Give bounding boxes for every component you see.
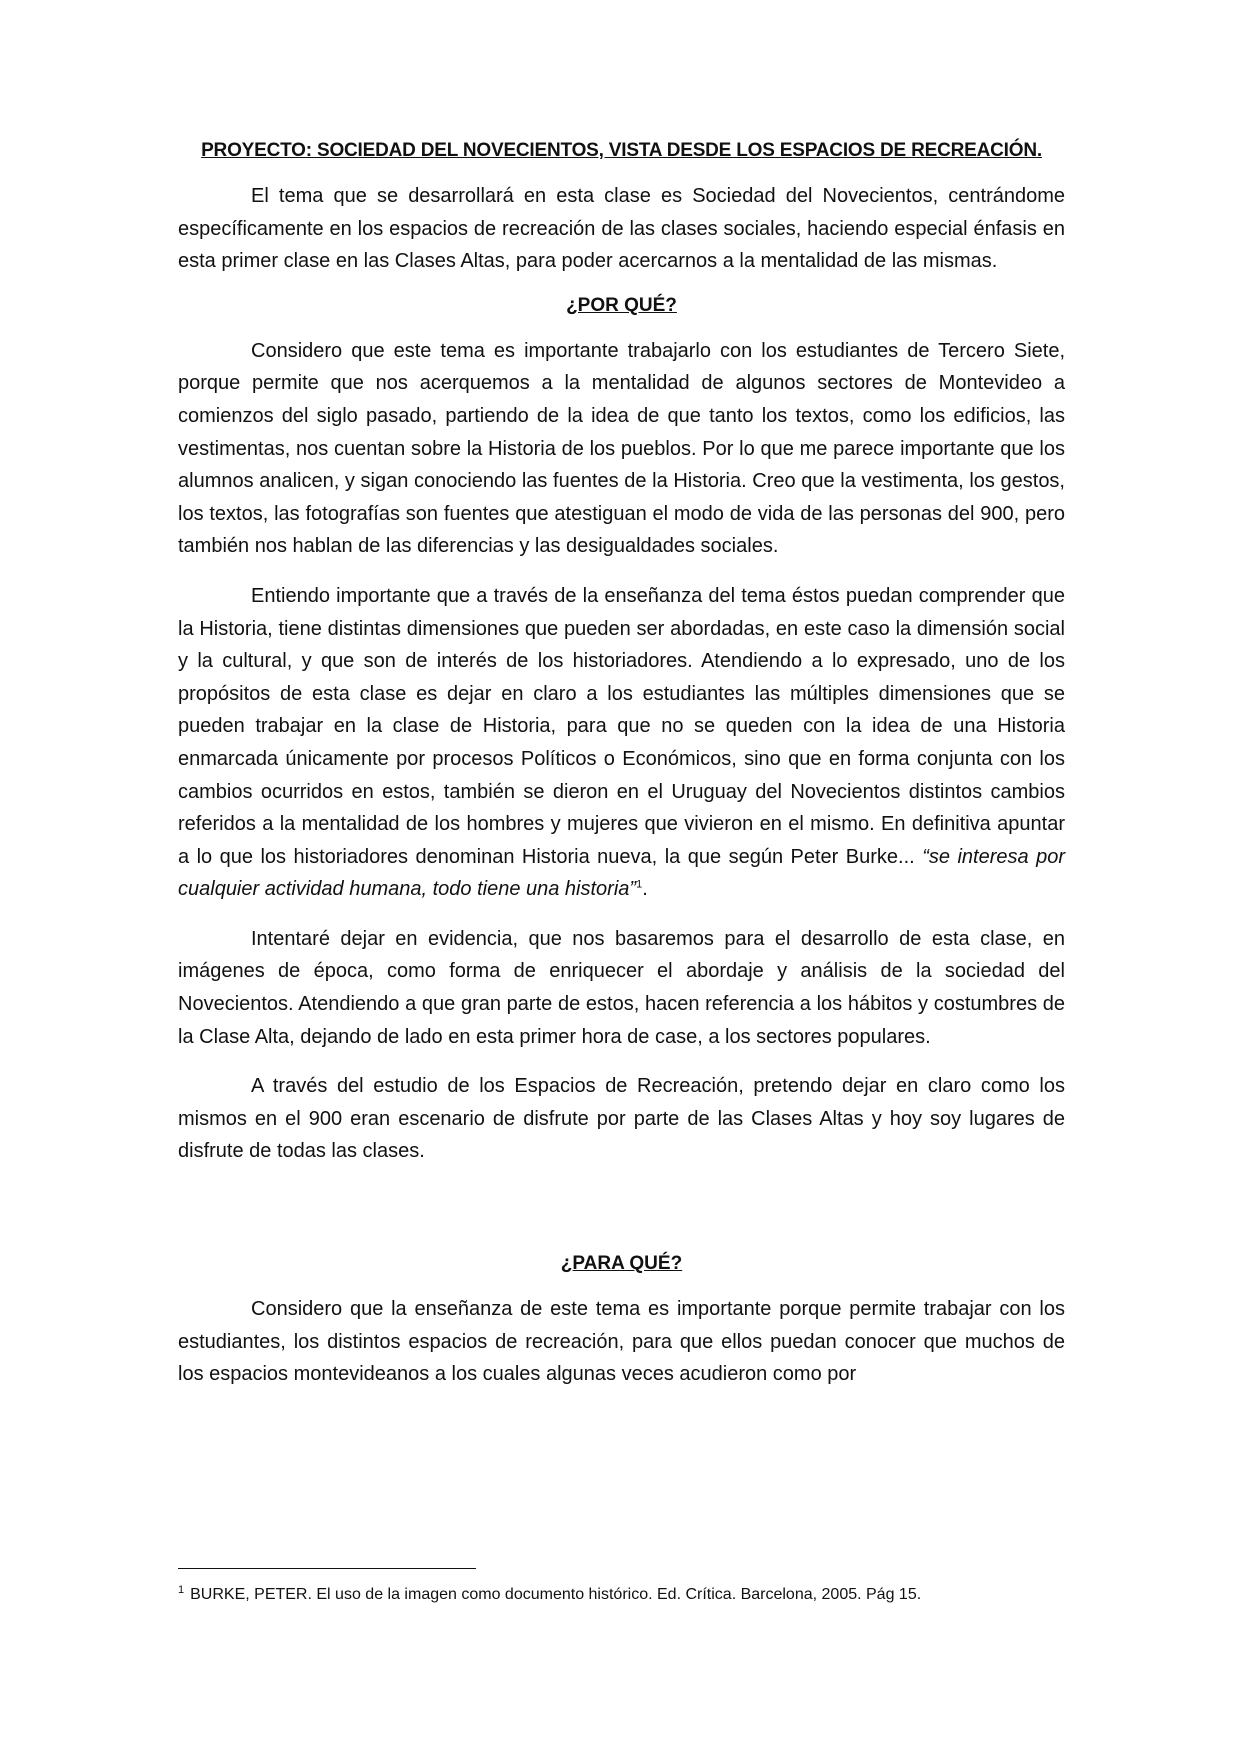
paragraph-what-for-1: Considero que la enseñanza de este tema es importante porque permite trabajar con los estudiantes, los distintos espacios de recreación, para que ellos puedan conocer que muchos de los espacios montevideanos a los cuales algunas veces acudieron como por (178, 1298, 1065, 1386)
paragraph-why-2 (178, 580, 1065, 906)
paragraph-why-2-end: . (642, 878, 648, 901)
paragraph-why-2-text: Entiendo importante que a través de la enseñanza del tema éstos puedan comprender que la Historia, tiene distintas dimensiones que pueden ser abordadas, en este caso la dimensión social y la cultural, y que son de interés de los historiadores. Atendiendo a lo expresado, uno de los propósitos de esta clase es dejar en claro a los estudiantes las múltiples dimensiones que se pueden trabajar en la clase de Historia, para que no se queden con la idea de una Historia enmarcada únicamente por procesos Políticos o Económicos, sino que en forma conjunta con los cambios ocurridos en estos, también se dieron en el Uruguay del Novecientos distintos cambios referidos a la mentalidad de los hombres y mujeres que vivieron en el mismo. En definitiva apuntar a lo que los historiadores denominan Historia nueva, la que según Peter Burke... (178, 584, 1065, 868)
document-title: PROYECTO: SOCIEDAD DEL NOVECIENTOS, VISTA DESDE LOS ESPACIOS DE RECREACIÓN. (201, 140, 1042, 161)
burke-quote: “se interesa por cualquier actividad humana, todo tiene una historia” (178, 845, 1065, 901)
footnote-reference: 1 (636, 878, 643, 891)
footnote-divider (178, 1568, 476, 1569)
intro-paragraph: El tema que se desarrollará en esta clase es Sociedad del Novecientos, centrándome específicamente en los espacios de recreación de las clases sociales, haciendo especial énfasis en esta primer clase en las Clases Altas, para poder acercarnos a la mentalidad de las mismas. (178, 185, 1065, 273)
paragraph-why-3: Intentaré dejar en evidencia, que nos basaremos para el desarrollo de esta clase, en imágenes de época, como forma de enriquecer el abordaje y análisis de la sociedad del Novecientos. Atendiendo a que gran parte de estos, hacen referencia a los hábitos y costumbres de la Clase Alta, dejando de lado en esta primer hora de case, a los sectores populares. (178, 927, 1065, 1048)
footnote-number: 1 (178, 1583, 185, 1596)
footnote-text: BURKE, PETER. El uso de la imagen como documento histórico. Ed. Crítica. Barcelona, 2005. Pág 15. (190, 1586, 922, 1603)
heading-por-que: ¿POR QUÉ? (566, 294, 677, 316)
footnote (178, 1584, 1065, 1606)
heading-para-que: ¿PARA QUÉ? (560, 1253, 683, 1275)
section-spacer (178, 1185, 1065, 1253)
paragraph-why-4: A través del estudio de los Espacios de Recreación, pretendo dejar en claro como los mismos en el 900 eran escenario de disfrute por parte de las Clases Altas y hoy soy lugares de disfrute de todas las clases. (178, 1075, 1065, 1163)
document-body (178, 140, 1065, 1408)
paragraph-why-1: Considero que este tema es importante trabajarlo con los estudiantes de Tercero Siete, porque permite que nos acerquemos a la mentalidad de algunos sectores de Montevideo a comienzos del siglo pasado, partiendo de la idea de que tanto los textos, como los edificios, las vestimentas, nos cuentan sobre la Historia de los pueblos. Por lo que me parece importante que los alumnos analicen, y sigan conociendo las fuentes de la Historia. Creo que la vestimenta, los gestos, los textos, las fotografías son fuentes que atestiguan el modo de vida de las personas del 900, pero también nos hablan de las diferencias y las desigualdades sociales. (178, 339, 1065, 558)
